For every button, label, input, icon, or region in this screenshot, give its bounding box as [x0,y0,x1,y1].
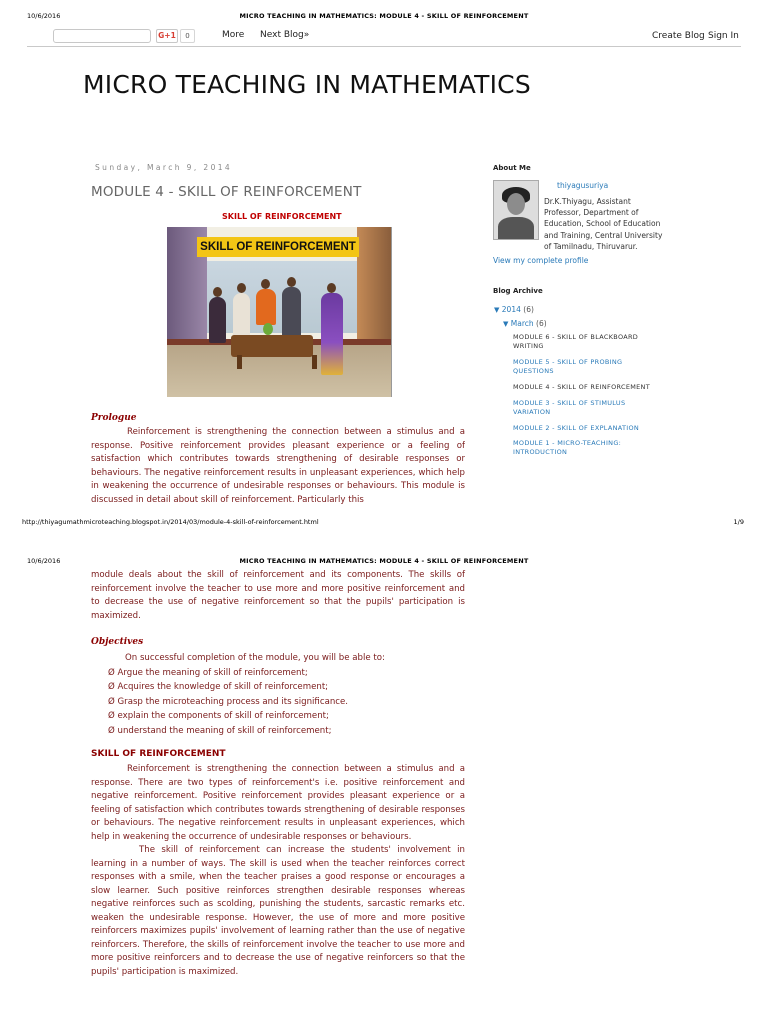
image-person-head [327,283,336,293]
archive-month-count: (6) [536,319,547,328]
view-profile-link[interactable]: View my complete profile [493,256,589,265]
author-avatar[interactable] [493,180,539,240]
blog-archive-title: Blog Archive [493,287,543,295]
navbar-divider [27,46,741,47]
archive-post-link[interactable]: MODULE 6 - SKILL OF BLACKBOARD WRITING [513,333,639,350]
post-heading: SKILL OF REINFORCEMENT [222,212,342,221]
image-table [231,335,313,357]
blogger-navbar [0,26,768,46]
section-paragraph: The skill of reinforcement can increase the students' involvement in learning in a number of ways. The skill is used when the teacher reinforces correct responses with a smile, when the teacher praises a good response or encourages a slow learner. Such positive reinforces strengthen desirable responses whereas negative reinforces such as scolding, punishing the students, sarcastic remarks etc. weaken the undesirable response. However, the use of more and more positive reinforcers maximizes pupils' involvement of learning rather than the use of negative reinforcers. Therefore, the skills of reinforcement involve the teacher to use more and more positive reinforcers and to decrease the use of negative reinforcers so that the pupils' participation is maximized. [91,845,465,977]
image-person-head [261,279,270,289]
image-person-head [287,277,296,287]
print-title: MICRO TEACHING IN MATHEMATICS: MODULE 4 - SKILL OF REINFORCEMENT [239,557,529,565]
print-page-number: 1/9 [733,518,744,526]
print-date: 10/6/2016 [27,12,61,20]
objectives-lead: On successful completion of the module, you will be able to: [125,653,385,663]
archive-post-link[interactable]: MODULE 2 - SKILL OF EXPLANATION [513,424,640,432]
archive-post-link[interactable]: MODULE 5 - SKILL OF PROBING QUESTIONS [513,358,623,375]
image-banner: SKILL OF REINFORCEMENT [197,237,359,257]
prologue-text [91,426,465,508]
expand-triangle-icon[interactable]: ▼ [494,306,500,314]
expand-triangle-icon[interactable]: ▼ [503,320,509,328]
image-table-legs [237,355,317,369]
print-date: 10/6/2016 [27,557,61,565]
google-plus-button[interactable]: G+1 [156,29,178,43]
archive-post-current[interactable]: MODULE 4 - SKILL OF REINFORCEMENT [513,383,650,391]
image-person-head [237,283,246,293]
avatar-face [507,193,525,215]
image-person-head [213,287,222,297]
image-person [209,297,226,343]
archive-month-label[interactable]: March [510,319,534,328]
archive-post-link[interactable]: MODULE 1 - MICRO-TEACHING: INTRODUCTION [513,439,622,456]
section-heading: SKILL OF REINFORCEMENT [91,749,226,759]
objective-item: Ø Acquires the knowledge of skill of reinforcement; [108,682,329,693]
post-title[interactable]: MODULE 4 - SKILL OF REINFORCEMENT [91,184,362,200]
create-blog-link[interactable]: Create Blog [652,31,705,41]
image-person [321,293,343,375]
prologue-paragraph-continued: module deals about the skill of reinforcement and its components. The skills of reinforcement involve the teacher to use more and more positive reinforcement and to decrease the use of negative reinforcement so that the pupils' participation is maximized. [91,570,465,621]
author-name-link[interactable]: thiyagusuriya [557,181,609,190]
objectives-heading: Objectives [91,637,144,647]
objectives-list [108,651,385,739]
author-bio: Dr.K.Thiyagu, Assistant Professor, Department of Education, School of Education and Training, Central University of Tamilnadu, Thiruvarur. [544,197,663,251]
google-plus-count: 0 [180,29,195,43]
image-person [282,287,301,337]
section-text [91,763,465,1018]
objective-item: Ø explain the components of skill of reinforcement; [108,711,329,722]
avatar-body [498,217,534,240]
archive-year-count: (6) [523,305,534,314]
image-curtain-right [357,227,391,347]
print-header-page2 [0,555,768,567]
search-input[interactable] [53,29,151,43]
post-image[interactable] [167,227,392,397]
blog-title[interactable]: MICRO TEACHING IN MATHEMATICS [83,70,531,99]
archive-year-label[interactable]: 2014 [501,305,521,314]
prologue-continued [91,569,465,623]
post-date: Sunday, March 9, 2014 [95,163,233,172]
print-url: http://thiyagumathmicroteaching.blogspot.in/2014/03/module-4-skill-of-reinforcement.html [22,518,319,526]
objective-item: Ø understand the meaning of skill of reinforcement; [108,725,332,736]
archive-month[interactable] [503,319,547,328]
next-blog-link[interactable]: Next Blog» [260,30,310,40]
image-person [256,289,276,325]
more-link[interactable]: More [222,30,245,40]
archive-year[interactable] [494,305,534,314]
prologue-paragraph: Reinforcement is strengthening the connection between a stimulus and a response. Positive reinforcement provides pleasant experience or a feeling of satisfaction which contributes towards strengthening of desirable responses or behaviours. The negative reinforcement results in unpleasant experiences, which help in weakening the occurrence of undesirable responses or behaviours. This module is discussed in detail about skill of reinforcement. Particularly this [91,427,465,505]
print-header [0,10,768,22]
section-paragraph: Reinforcement is strengthening the connection between a stimulus and a response. There are two types of reinforcement's i.e. positive reinforcement and negative reinforcement. Positive reinforcement provides pleasant experience or a feeling of satisfaction which contributes towards strengthening of desirable responses or behaviours. The negative reinforcement results in unpleasant experiences, which help in weakening the occurrence of undesirable responses or behaviours. [91,764,465,842]
prologue-heading: Prologue [91,413,137,423]
image-plant [263,323,273,335]
about-me-title: About Me [493,164,531,172]
sign-in-link[interactable]: Sign In [708,31,739,41]
objective-item: Ø Grasp the microteaching process and its significance. [108,696,349,707]
print-title: MICRO TEACHING IN MATHEMATICS: MODULE 4 - SKILL OF REINFORCEMENT [239,12,529,20]
objective-item: Ø Argue the meaning of skill of reinforcement; [108,667,308,678]
archive-post-link[interactable]: MODULE 3 - SKILL OF STIMULUS VARIATION [513,399,626,416]
